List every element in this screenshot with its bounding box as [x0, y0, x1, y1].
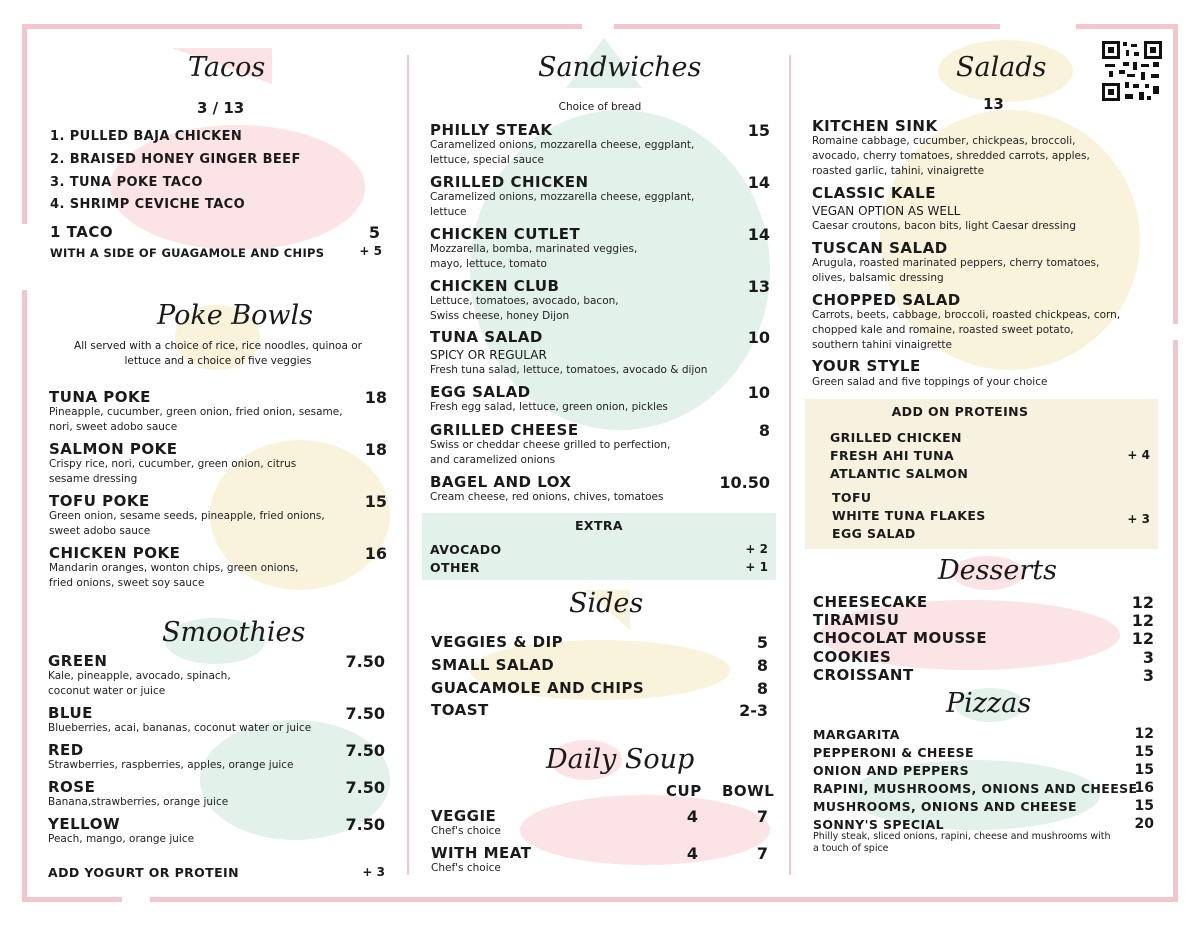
pizza-name: SONNY'S SPECIAL — [813, 817, 944, 832]
smoothies-title: Smoothies — [162, 617, 306, 648]
salad-desc: Arugula, roasted marinated peppers, cherry tomatoes, — [812, 257, 1100, 269]
pizza-price: 12 — [1134, 726, 1154, 742]
sides-title: Sides — [569, 588, 644, 619]
sandwich-name: CHICKEN CLUB — [430, 277, 560, 295]
side-price: 8 — [756, 656, 768, 675]
taco-item: 3. TUNA POKE TACO — [50, 175, 203, 190]
protein-item: GRILLED CHICKEN — [830, 430, 962, 445]
sandwich-price: 13 — [747, 277, 770, 296]
poke-title: Poke Bowls — [157, 300, 313, 331]
taco-item: 4. SHRIMP CEVICHE TACO — [50, 197, 246, 212]
poke-intro: All served with a choice of rice, rice noodles, quinoa or — [74, 340, 362, 352]
sandwich-name: CHICKEN CUTLET — [430, 225, 581, 243]
poke-item-desc: Mandarin oranges, wonton chips, green onions, — [49, 562, 299, 574]
pizza-name: PEPPERONI & CHEESE — [813, 745, 974, 760]
soup-desc: Chef's choice — [431, 862, 501, 874]
soup-bowl-price: 7 — [756, 807, 768, 826]
poke-item-desc: Pineapple, cucumber, green onion, fried onion, sesame, — [49, 406, 343, 418]
poke-item-name: SALMON POKE — [49, 440, 178, 458]
sandwich-name: BAGEL AND LOX — [430, 473, 572, 491]
sandwich-desc: Swiss cheese, honey Dijon — [430, 310, 570, 322]
pizza-name: RAPINI, MUSHROOMS, ONIONS AND CHEESE — [813, 781, 1138, 796]
sandwich-desc: lettuce, special sauce — [430, 154, 544, 166]
salads-title: Salads — [956, 52, 1047, 83]
sandwich-name: GRILLED CHICKEN — [430, 173, 589, 191]
tacos-title: Tacos — [188, 52, 266, 83]
smoothie-name: RED — [48, 741, 84, 759]
sandwich-name: TUNA SALAD — [430, 328, 543, 346]
pizza-price: 15 — [1134, 798, 1154, 814]
dessert-price: 12 — [1131, 629, 1154, 648]
side-price: 8 — [756, 679, 768, 698]
soup-name: WITH MEAT — [431, 844, 532, 862]
salad-sub: VEGAN OPTION AS WELL — [812, 204, 961, 218]
soup-title: Daily Soup — [546, 744, 695, 775]
taco-item: 1. PULLED BAJA CHICKEN — [50, 129, 243, 144]
dessert-name: TIRAMISU — [813, 611, 900, 629]
soup-bowl-price: 7 — [756, 844, 768, 863]
smoothie-name: YELLOW — [48, 815, 120, 833]
protein-item: ATLANTIC SALMON — [830, 466, 969, 481]
smoothie-price: 7.50 — [345, 778, 385, 797]
poke-item-name: TUNA POKE — [49, 388, 151, 406]
smoothie-desc: Kale, pineapple, avocado, spinach, — [48, 670, 231, 682]
poke-item-desc: fried onions, sweet soy sauce — [49, 577, 205, 589]
desserts-title: Desserts — [938, 555, 1057, 586]
extra-price: + 1 — [745, 560, 768, 574]
smoothie-price: 7.50 — [345, 815, 385, 834]
poke-item-name: TOFU POKE — [49, 492, 150, 510]
protein-price: + 3 — [1127, 512, 1150, 526]
pizzas-title: Pizzas — [946, 688, 1032, 719]
salad-desc: roasted garlic, tahini, vinaigrette — [812, 165, 985, 177]
sandwich-name: GRILLED CHEESE — [430, 421, 579, 439]
sandwich-desc: and caramelized onions — [430, 454, 556, 466]
salad-name: TUSCAN SALAD — [812, 239, 948, 257]
dessert-name: CROISSANT — [813, 666, 914, 684]
poke-item-name: CHICKEN POKE — [49, 544, 181, 562]
sandwich-price: 14 — [747, 225, 770, 244]
protein-item: EGG SALAD — [832, 526, 916, 541]
frame-right-bottom — [1173, 340, 1178, 902]
sandwich-desc: Fresh egg salad, lettuce, green onion, pickles — [430, 401, 668, 413]
side-name: TOAST — [431, 701, 489, 719]
column-divider-1 — [407, 55, 409, 875]
sandwich-desc: mayo, lettuce, tomato — [430, 258, 547, 270]
salads-price: 13 — [983, 95, 1004, 113]
smoothie-price: 7.50 — [345, 704, 385, 723]
soup-bowl-header: BOWL — [722, 782, 775, 800]
salad-desc: Caesar croutons, bacon bits, light Caesar dressing — [812, 220, 1076, 232]
sandwich-desc: Caramelized onions, mozzarella cheese, eggplant, — [430, 191, 695, 203]
frame-bottom-left — [22, 897, 122, 902]
sandwich-price: 10.50 — [719, 473, 770, 492]
tacos-price: 3 / 13 — [197, 99, 245, 117]
taco-item: 2. BRAISED HONEY GINGER BEEF — [50, 152, 301, 167]
protein-price: + 4 — [1127, 448, 1150, 462]
smoothie-price: 7.50 — [345, 741, 385, 760]
smoothie-desc: Strawberries, raspberries, apples, orange juice — [48, 759, 294, 771]
protein-item: WHITE TUNA FLAKES — [832, 508, 986, 523]
dessert-name: COOKIES — [813, 648, 892, 666]
protein-item: FRESH AHI TUNA — [830, 448, 955, 463]
smoothie-desc: Peach, mango, orange juice — [48, 833, 195, 845]
frame-left-bottom — [22, 290, 27, 902]
taco-side-label: WITH A SIDE OF GUAGAMOLE AND CHIPS — [50, 246, 325, 260]
pizza-name: ONION AND PEPPERS — [813, 763, 970, 778]
qr-code[interactable] — [1101, 40, 1163, 102]
poke-item-desc: Green onion, sesame seeds, pineapple, fried onions, — [49, 510, 325, 522]
smoothie-name: GREEN — [48, 652, 108, 670]
smoothie-addon-label: ADD YOGURT OR PROTEIN — [48, 865, 239, 880]
sandwich-desc: Mozzarella, bomba, marinated veggies, — [430, 243, 638, 255]
pizza-price: 15 — [1134, 762, 1154, 778]
side-name: SMALL SALAD — [431, 656, 555, 674]
taco-side-price: + 5 — [359, 244, 382, 258]
extra-name: OTHER — [430, 560, 480, 575]
poke-item-price: 16 — [364, 544, 387, 563]
soup-cup-price: 4 — [686, 807, 698, 826]
taco-single-price: 5 — [368, 223, 380, 242]
salad-desc: olives, balsamic dressing — [812, 272, 944, 284]
dessert-price: 3 — [1142, 648, 1154, 667]
extra-name: AVOCADO — [430, 542, 502, 557]
sandwich-desc: Lettuce, tomatoes, avocado, bacon, — [430, 295, 619, 307]
dessert-name: CHOCOLAT MOUSSE — [813, 629, 988, 647]
salad-name: YOUR STYLE — [812, 357, 921, 375]
dessert-price: 12 — [1131, 593, 1154, 612]
sandwich-name: EGG SALAD — [430, 383, 531, 401]
salad-desc: chopped kale and romaine, roasted sweet potato, — [812, 324, 1074, 336]
extras-title: EXTRA — [574, 518, 623, 533]
smoothie-price: 7.50 — [345, 652, 385, 671]
poke-item-price: 18 — [364, 388, 387, 407]
sandwich-desc: Cream cheese, red onions, chives, tomatoes — [430, 491, 664, 503]
poke-item-desc: sesame dressing — [49, 473, 138, 485]
sandwiches-title: Sandwiches — [538, 52, 702, 83]
salad-name: KITCHEN SINK — [812, 117, 938, 135]
frame-bottom-right — [150, 897, 1178, 902]
pizza-name: MARGARITA — [813, 727, 900, 742]
sandwich-desc: Fresh tuna salad, lettuce, tomatoes, avocado & dijon — [430, 364, 708, 376]
smoothie-name: ROSE — [48, 778, 96, 796]
dessert-price: 12 — [1131, 611, 1154, 630]
soup-cup-price: 4 — [686, 844, 698, 863]
sandwich-price: 10 — [747, 383, 770, 402]
soup-desc: Chef's choice — [431, 825, 501, 837]
smoothie-desc: coconut water or juice — [48, 685, 166, 697]
frame-left-top — [22, 24, 27, 224]
poke-item-desc: Crispy rice, nori, cucumber, green onion, citrus — [49, 458, 297, 470]
pizza-special-desc: Philly steak, sliced onions, rapini, cheese and mushrooms with — [813, 831, 1111, 842]
frame-top-right — [1076, 24, 1178, 29]
sandwich-sub: SPICY OR REGULAR — [430, 348, 547, 362]
soup-cup-header: CUP — [666, 782, 702, 800]
sandwich-price: 10 — [747, 328, 770, 347]
taco-single-label: 1 TACO — [50, 223, 114, 241]
salad-desc: southern tahini vinaigrette — [812, 339, 952, 351]
sandwich-name: PHILLY STEAK — [430, 121, 553, 139]
soup-name: VEGGIE — [431, 807, 497, 825]
poke-item-desc: nori, sweet adobo sauce — [49, 421, 178, 433]
smoothie-desc: Blueberries, acai, bananas, coconut water or juice — [48, 722, 312, 734]
dessert-price: 3 — [1142, 666, 1154, 685]
side-price: 2-3 — [739, 701, 768, 720]
frame-top-left — [22, 24, 582, 29]
smoothie-desc: Banana,strawberries, orange juice — [48, 796, 229, 808]
sandwich-price: 15 — [747, 121, 770, 140]
side-price: 5 — [756, 633, 768, 652]
pizza-price: 16 — [1134, 780, 1154, 796]
protein-item: TOFU — [832, 490, 872, 505]
salad-name: CHOPPED SALAD — [812, 291, 961, 309]
sandwich-price: 14 — [747, 173, 770, 192]
poke-item-price: 15 — [364, 492, 387, 511]
frame-right-top — [1173, 24, 1178, 324]
salad-desc: Romaine cabbage, cucumber, chickpeas, broccoli, — [812, 135, 1076, 147]
smoothie-name: BLUE — [48, 704, 93, 722]
poke-item-desc: sweet adobo sauce — [49, 525, 151, 537]
salad-desc: avocado, cherry tomatoes, shredded carrots, apples, — [812, 150, 1090, 162]
salad-desc: Carrots, beets, cabbage, broccoli, roasted chickpeas, corn, — [812, 309, 1121, 321]
frame-top-mid — [614, 24, 1000, 29]
sandwiches-subtitle: Choice of bread — [558, 101, 642, 113]
pizza-special-desc: a touch of spice — [813, 843, 889, 854]
extra-price: + 2 — [745, 542, 768, 556]
poke-item-price: 18 — [364, 440, 387, 459]
side-name: GUACAMOLE AND CHIPS — [431, 679, 645, 697]
sandwich-desc: Caramelized onions, mozzarella cheese, eggplant, — [430, 139, 695, 151]
pizza-name: MUSHROOMS, ONIONS AND CHEESE — [813, 799, 1077, 814]
salad-desc: Green salad and five toppings of your choice — [812, 376, 1048, 388]
dessert-name: CHEESECAKE — [813, 593, 928, 611]
salad-name: CLASSIC KALE — [812, 184, 936, 202]
decor-blob — [520, 795, 770, 865]
smoothie-addon-price: + 3 — [362, 865, 385, 879]
pizza-price: 15 — [1134, 744, 1154, 760]
sandwich-desc: Swiss or cheddar cheese grilled to perfection, — [430, 439, 671, 451]
poke-intro: lettuce and a choice of five veggies — [124, 355, 312, 367]
pizza-price: 20 — [1134, 816, 1154, 832]
proteins-title: ADD ON PROTEINS — [891, 404, 1029, 419]
side-name: VEGGIES & DIP — [431, 633, 564, 651]
sandwich-desc: lettuce — [430, 206, 467, 218]
column-divider-2 — [789, 55, 791, 875]
sandwich-price: 8 — [758, 421, 770, 440]
